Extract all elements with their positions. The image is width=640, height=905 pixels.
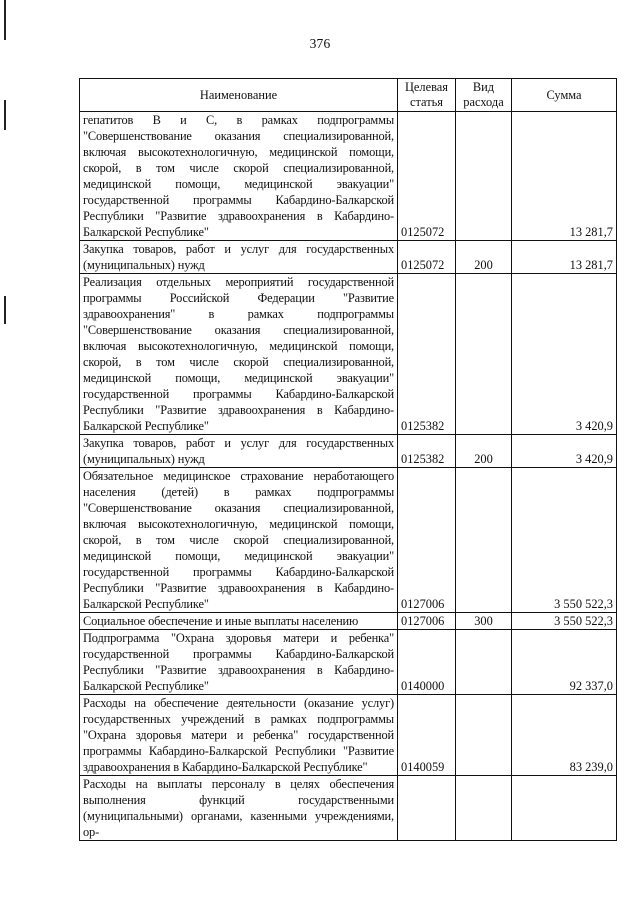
row-amount: 3 420,9 bbox=[512, 274, 617, 435]
table-row bbox=[80, 435, 617, 468]
table-body bbox=[80, 112, 617, 841]
budget-table bbox=[79, 78, 617, 841]
row-target-article: 0140000 bbox=[398, 630, 456, 695]
row-name: Расходы на выплаты персоналу в целях обеспечения выполнения функций государственными (муниципальными) органами, казенными учреждениями, ор- bbox=[80, 776, 398, 841]
row-name: Закупка товаров, работ и услуг для государственных (муниципальных) нужд bbox=[80, 435, 398, 468]
row-name: гепатитов В и С, в рамках подпрограммы "Совершенствование оказания специализированной, включая высокотехнологичную, медицинской помощи, скорой, в том числе скорой специализированной, медицинской помощи, медицинской эвакуации" государственной программы Кабардино-Балкарской Республики "Развитие здравоохранения в Кабардино-Балкарской Республике" bbox=[80, 112, 398, 241]
table-row bbox=[80, 241, 617, 274]
row-expense-type: 200 bbox=[456, 241, 512, 274]
row-expense-type: 200 bbox=[456, 435, 512, 468]
row-expense-type bbox=[456, 468, 512, 613]
row-expense-type bbox=[456, 776, 512, 841]
row-amount: 13 281,7 bbox=[512, 241, 617, 274]
header-name: Наименование bbox=[80, 79, 398, 112]
row-amount: 83 239,0 bbox=[512, 695, 617, 776]
row-expense-type bbox=[456, 112, 512, 241]
row-name: Подпрограмма "Охрана здоровья матери и ребенка" государственной программы Кабардино-Балкарской Республики "Развитие здравоохранения в Кабардино-Балкарской Республике" bbox=[80, 630, 398, 695]
table-row bbox=[80, 112, 617, 241]
row-target-article: 0125072 bbox=[398, 112, 456, 241]
row-name: Социальное обеспечение и иные выплаты населению bbox=[80, 613, 398, 630]
table-row bbox=[80, 274, 617, 435]
header-amount: Сумма bbox=[512, 79, 617, 112]
scan-edge-mark bbox=[4, 296, 6, 324]
table-row bbox=[80, 630, 617, 695]
row-expense-type bbox=[456, 630, 512, 695]
scan-edge-mark bbox=[4, 0, 6, 40]
row-expense-type bbox=[456, 274, 512, 435]
row-amount bbox=[512, 776, 617, 841]
row-target-article bbox=[398, 776, 456, 841]
table-row bbox=[80, 613, 617, 630]
page-number: 376 bbox=[309, 36, 331, 51]
row-amount: 13 281,7 bbox=[512, 112, 617, 241]
row-amount: 3 420,9 bbox=[512, 435, 617, 468]
header-expense-type: Вид расхода bbox=[456, 79, 512, 112]
row-expense-type: 300 bbox=[456, 613, 512, 630]
header-row bbox=[80, 79, 617, 112]
row-name: Расходы на обеспечение деятельности (оказание услуг) государственных учреждений в рамках подпрограммы "Охрана здоровья матери и ребенка" государственной программы Кабардино-Балкарской Республики "Развитие здравоохранения в Кабардино-Балкарской Республике" bbox=[80, 695, 398, 776]
row-target-article: 0140059 bbox=[398, 695, 456, 776]
row-target-article: 0125072 bbox=[398, 241, 456, 274]
row-amount: 3 550 522,3 bbox=[512, 468, 617, 613]
row-amount: 3 550 522,3 bbox=[512, 613, 617, 630]
header-target-article: Целевая статья bbox=[398, 79, 456, 112]
row-name: Реализация отдельных мероприятий государственной программы Российской Федерации "Развитие здравоохранения" в рамках подпрограммы "Совершенствование оказания специализированной, включая высокотехнологичную, медицинской помощи, скорой, в том числе скорой специализированной, медицинской помощи, медицинской эвакуации" государственной программы Кабардино-Балкарской Республики "Развитие здравоохранения в Кабардино-Балкарской Республике" bbox=[80, 274, 398, 435]
table-row bbox=[80, 695, 617, 776]
row-expense-type bbox=[456, 695, 512, 776]
row-target-article: 0125382 bbox=[398, 274, 456, 435]
table-row bbox=[80, 468, 617, 613]
row-target-article: 0127006 bbox=[398, 613, 456, 630]
row-target-article: 0125382 bbox=[398, 435, 456, 468]
row-target-article: 0127006 bbox=[398, 468, 456, 613]
row-name: Закупка товаров, работ и услуг для государственных (муниципальных) нужд bbox=[80, 241, 398, 274]
row-name: Обязательное медицинское страхование неработающего населения (детей) в рамках подпрограммы "Совершенствование оказания специализированной, включая высокотехнологичную, медицинской помощи, скорой, в том числе скорой специализированной, медицинской помощи, медицинской эвакуации" государственной программы Кабардино-Балкарской Республики "Развитие здравоохранения в Кабардино-Балкарской Республике" bbox=[80, 468, 398, 613]
table-row bbox=[80, 776, 617, 841]
row-amount: 92 337,0 bbox=[512, 630, 617, 695]
table-header bbox=[80, 79, 617, 112]
scan-edge-mark bbox=[4, 100, 6, 130]
